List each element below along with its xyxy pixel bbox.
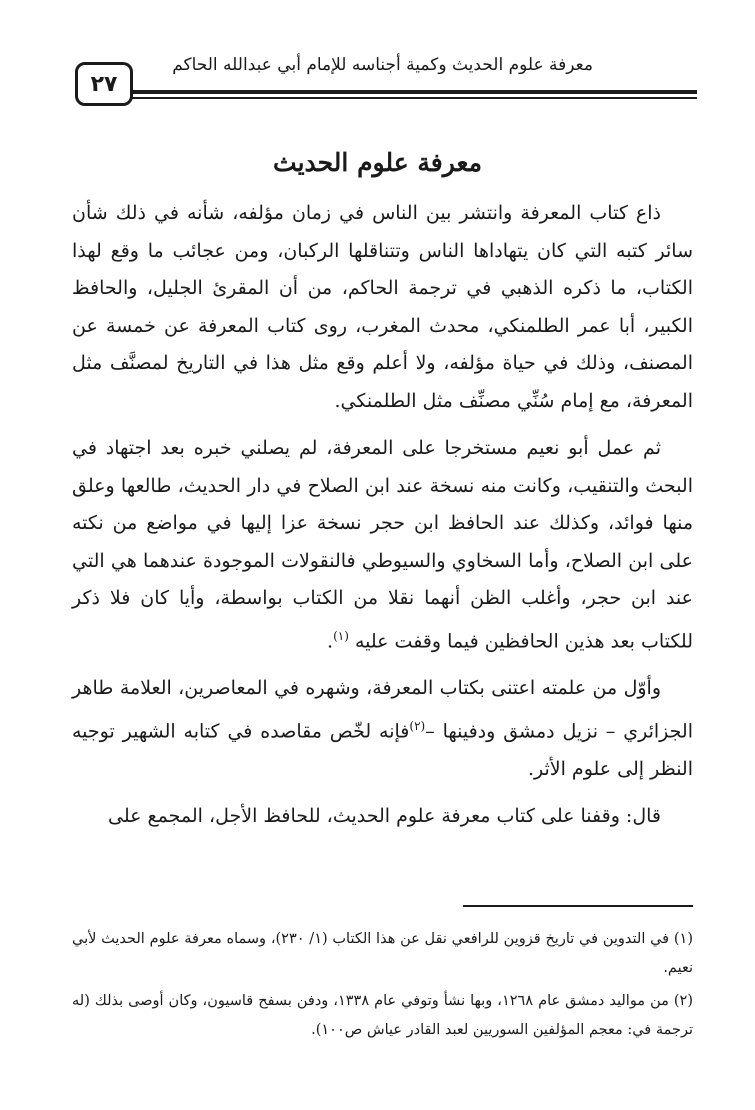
footnote-ref-1: (١) bbox=[333, 628, 349, 643]
header-rule-thin bbox=[115, 97, 697, 99]
paragraph-3-text: وأوّل من علمته اعتنى بكتاب المعرفة، وشهره في المعاصرين، العلامة طاهر الجزائري – نزيل دمشق ودفينها – bbox=[72, 677, 693, 743]
body-text bbox=[72, 195, 693, 846]
footnotes bbox=[72, 925, 693, 1049]
paragraph-1: ذاع كتاب المعرفة وانتشر بين الناس في زمان مؤلفه، شأنه في ذلك شأن سائر كتبه التي كان يتهاداها الناس وتتناقلها الركبان، ومن عجائب ما وقع لهذا الكتاب، ما ذكره الذهبي في ترجمة الحاكم، من أن المقرئ الجليل، والحافظ الكبير، أبا عمر الطلمنكي، محدث المغرب، روى كتاب المعرفة عن خمسة عن المصنف، وذلك في حياة مؤلفه، ولا أعلم وقع مثل هذا في التاريخ لمصنَّف مثل المعرفة، مع إمام سُنِّي مصنِّف مثل الطلمنكي. bbox=[72, 202, 693, 412]
running-head: معرفة علوم الحديث وكمية أجناسه للإمام أبي عبدالله الحاكم bbox=[172, 55, 593, 75]
page-number: ٢٧ bbox=[75, 62, 133, 106]
paragraph-3-cont: فإنه لخّص مقاصده في كتابه الشهير توجيه النظر إلى علوم الأثر. bbox=[72, 720, 693, 780]
footnote-1: (١) في التدوين في تاريخ قزوين للرافعي نقل عن هذا الكتاب (١/ ٢٣٠)، وسماه معرفة علوم الحديث لأبي نعيم. bbox=[72, 931, 694, 976]
section-heading: معرفة علوم الحديث bbox=[273, 148, 482, 177]
header-rule-thick bbox=[115, 90, 697, 94]
footnote-divider bbox=[463, 905, 693, 907]
paragraph-2-text: ثم عمل أبو نعيم مستخرجا على المعرفة، لم يصلني خبره بعد اجتهاد في البحث والتنقيب، وكانت منه نسخة عند ابن الصلاح في دار الحديث، طالعها وعلق منها فوائد، وكذلك عند الحافظ ابن حجر نسخة عزا إليها في مواضع من نكته على ابن الصلاح، وأما السخاوي والسيوطي فالنقولات الموجودة عندهما هي التي عند ابن حجر، وأغلب الظن أنهما نقلا من الكتاب بواسطة، وأيا كان فلا ذكر للكتاب بعد هذين الحافظين فيما وقفت عليه bbox=[72, 437, 693, 652]
footnote-ref-2: (٢) bbox=[409, 718, 426, 733]
paragraph-3 bbox=[72, 670, 693, 788]
paragraph-4: قال: وقفنا على كتاب معرفة علوم الحديث، للحافظ الأجل، المجمع على bbox=[108, 805, 661, 828]
paragraph-2: ثم عمل أبو نعيم مستخرجا على المعرفة، لم يصلني خبره بعد اجتهاد في البحث والتنقيب، وكانت منه نسخة عند ابن الصلاح في دار الحديث، طالعها وعلق منها فوائد، وكذلك عند الحافظ ابن حجر نسخة عزا إليها في مواضع من نكته على ابن الصلاح، وأما السخاوي والسيوطي فالنقولات الموجودة عندهما هي التي عند ابن حجر، وأغلب الظن أنهما نقلا من الكتاب بواسطة، وأيا كان فلا ذكر للكتاب بعد هذين الحافظين فيما وقفت عليه $^{(١)}$. bbox=[72, 437, 693, 652]
footnote-2: (٢) من مواليد دمشق عام ١٢٦٨، وبها نشأ وتوفي عام ١٣٣٨، ودفن بسفح قاسيون، وكان أوصى بذلك (له ترجمة في: معجم المؤلفين السوريين لعبد القادر عياش ص١٠٠). bbox=[72, 993, 693, 1038]
